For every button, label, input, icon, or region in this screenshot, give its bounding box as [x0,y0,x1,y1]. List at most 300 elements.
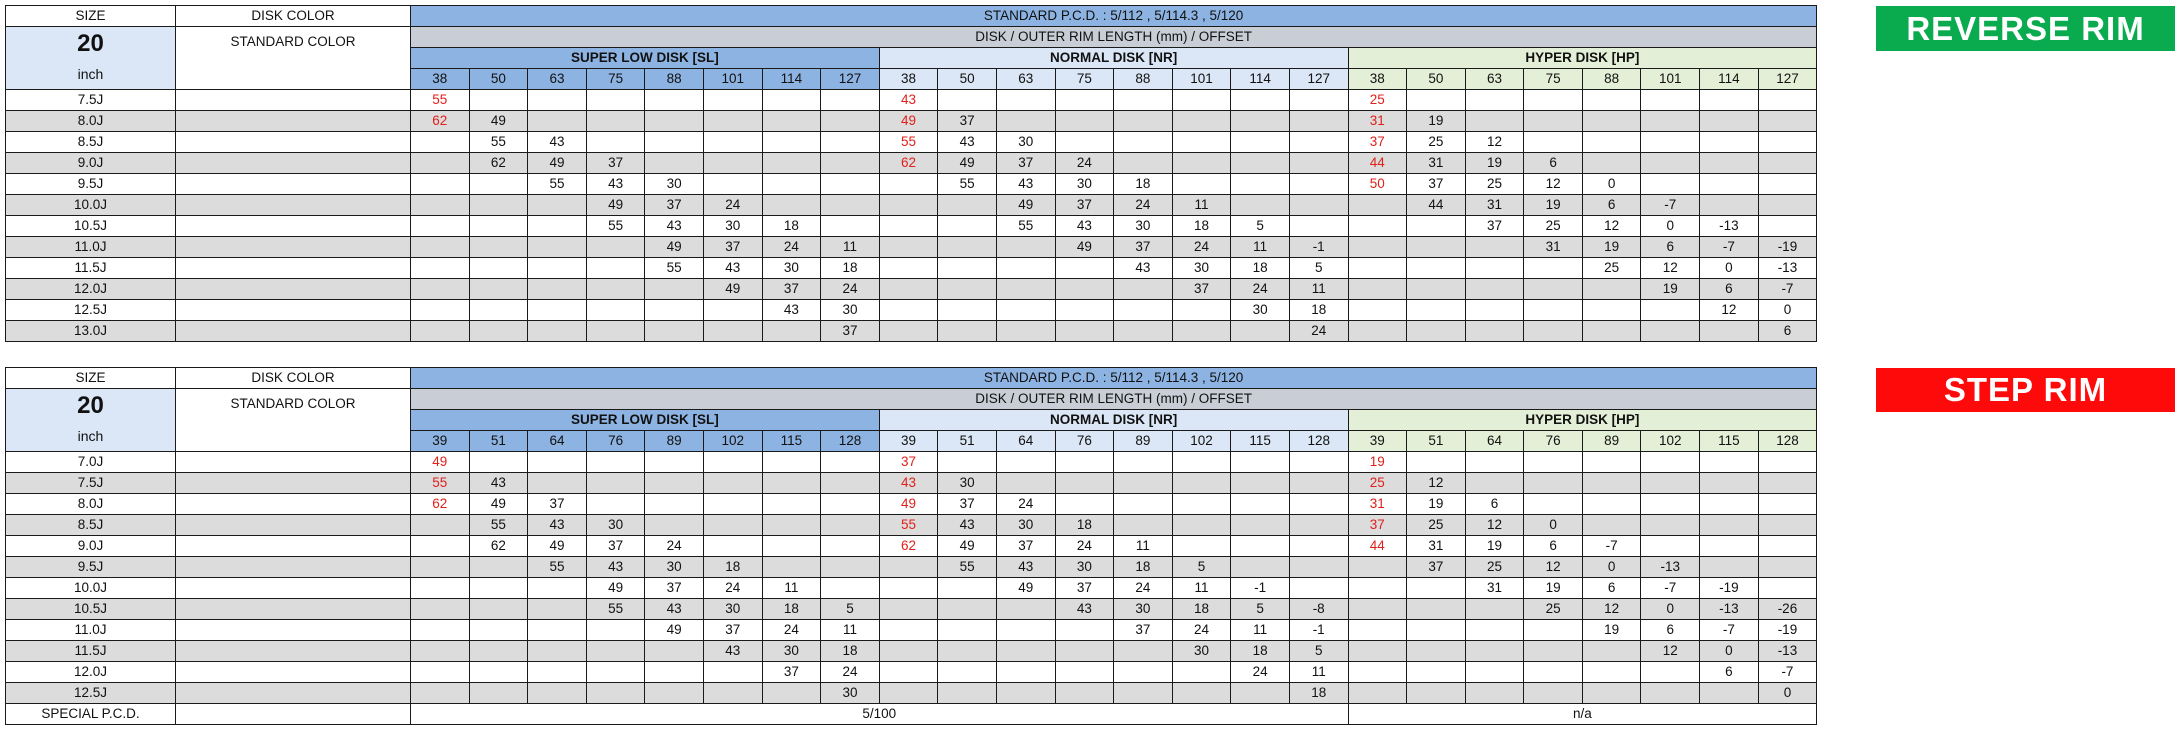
offset-cell: 55 [469,132,528,153]
offset-cell: 25 [1407,132,1466,153]
rim-width-label: 11.5J [6,641,176,662]
offset-cell [938,321,997,342]
offset-cell [762,90,821,111]
offset-cell: 62 [469,153,528,174]
offset-cell: -7 [1700,237,1759,258]
offset-cell [411,599,470,620]
offset-cell [703,153,762,174]
offset-cell: -1 [1231,578,1290,599]
offset-cell [1700,557,1759,578]
offset-cell [1524,111,1583,132]
offset-cell [1465,111,1524,132]
offset-cell: 37 [996,536,1055,557]
offset-cell: 30 [996,515,1055,536]
header-row [6,6,1817,27]
offset-cell: -7 [1641,578,1700,599]
offset-cell [1524,300,1583,321]
offset-cell [1055,683,1114,704]
offset-cell [411,279,470,300]
offset-cell: 5 [1172,557,1231,578]
offset-cell [1114,473,1173,494]
offset-cell: 18 [821,258,880,279]
offset-cell [411,237,470,258]
offset-cell: 30 [821,300,880,321]
offset-cell: 31 [1348,111,1407,132]
offset-cell [1348,216,1407,237]
offset-cell [703,683,762,704]
offset-cell: 49 [703,279,762,300]
offset-cell: 12 [1641,641,1700,662]
offset-cell [1055,90,1114,111]
rim-width-label: 9.0J [6,536,176,557]
offset-cell [1407,300,1466,321]
table-row [6,111,1817,132]
offset-cell [821,216,880,237]
offset-cell [469,578,528,599]
offset-cell [1289,111,1348,132]
disk-length-label: 101 [1172,69,1231,90]
offset-cell [411,321,470,342]
offset-cell [1407,279,1466,300]
offset-cell: 6 [1524,536,1583,557]
disk-length-label: 64 [528,431,587,452]
disk-length-label: 128 [821,431,880,452]
offset-cell: 24 [645,536,704,557]
table-row [6,557,1817,578]
offset-cell [411,641,470,662]
disk-color-cell [176,578,411,599]
offset-cell: 0 [1582,557,1641,578]
offset-cell: 11 [821,237,880,258]
disk-length-label: 115 [1700,431,1759,452]
offset-cell [1700,195,1759,216]
offset-cell: 12 [1641,258,1700,279]
offset-cell [1582,683,1641,704]
offset-cell: 55 [879,515,938,536]
offset-cell [1289,557,1348,578]
step-rim-badge: STEP RIM [1876,368,2175,412]
offset-cell [703,494,762,515]
offset-cell [1758,216,1817,237]
offset-cell [1524,90,1583,111]
disk-color-cell [176,515,411,536]
disk-length-label: 75 [586,69,645,90]
offset-cell [1114,494,1173,515]
disk-color-cell [176,216,411,237]
offset-cell: 25 [1582,258,1641,279]
table-row [6,132,1817,153]
offset-cell: 18 [1289,300,1348,321]
offset-cell: 19 [1407,111,1466,132]
offset-cell [938,258,997,279]
offset-cell: 24 [1055,153,1114,174]
table-row [6,473,1817,494]
offset-cell: 55 [879,132,938,153]
disk-color-value: STANDARD COLOR [176,27,411,90]
disk-color-cell [176,662,411,683]
offset-cell: 0 [1700,258,1759,279]
offset-cell [469,300,528,321]
table-row [6,452,1817,473]
offset-cell [1582,132,1641,153]
disk-color-cell [176,620,411,641]
disk-color-cell [176,195,411,216]
reverse-rim-offset-table [5,5,1817,342]
offset-cell: 18 [762,599,821,620]
offset-cell: 12 [1465,515,1524,536]
offset-cell: 43 [879,90,938,111]
offset-cell: 44 [1407,195,1466,216]
offset-cell [1641,300,1700,321]
reverse-rim-badge: REVERSE RIM [1876,6,2175,51]
offset-cell: 19 [1407,494,1466,515]
offset-cell: 5 [1231,599,1290,620]
size-header: SIZE [6,368,176,389]
offset-cell [1407,258,1466,279]
offset-cell [1289,452,1348,473]
offset-cell: 5 [1289,258,1348,279]
offset-cell [411,578,470,599]
offset-cell [528,216,587,237]
offset-cell [1348,599,1407,620]
offset-cell [411,258,470,279]
offset-cell [1289,90,1348,111]
offset-cell [1114,515,1173,536]
hyper-disk-header: HYPER DISK [HP] [1348,48,1817,69]
offset-cell: 30 [938,473,997,494]
offset-cell [821,578,880,599]
offset-cell [1700,111,1759,132]
offset-cell [1465,279,1524,300]
offset-cell [996,641,1055,662]
offset-cell: 43 [879,473,938,494]
offset-cell [411,536,470,557]
offset-cell [938,300,997,321]
offset-cell: 30 [821,683,880,704]
offset-cell: 43 [938,132,997,153]
offset-cell: 30 [1172,258,1231,279]
offset-cell [1114,321,1173,342]
offset-cell [586,452,645,473]
offset-cell [821,132,880,153]
rim-width-label: 7.5J [6,90,176,111]
offset-cell: 43 [996,557,1055,578]
offset-cell: 49 [469,494,528,515]
offset-cell: 44 [1348,536,1407,557]
disk-color-cell [176,279,411,300]
offset-cell [469,237,528,258]
offset-cell: 25 [1465,174,1524,195]
rim-width-label: 13.0J [6,321,176,342]
offset-cell [586,641,645,662]
disk-length-label: 39 [879,431,938,452]
disk-length-label: 38 [1348,69,1407,90]
disk-length-label: 101 [703,69,762,90]
offset-cell [1758,557,1817,578]
offset-cell [938,216,997,237]
disk-length-label: 127 [1758,69,1817,90]
offset-cell [1407,321,1466,342]
subheader-row [6,27,1817,48]
offset-cell [1700,90,1759,111]
offset-cell [528,237,587,258]
offset-cell: 6 [1641,620,1700,641]
offset-cell [821,153,880,174]
offset-cell [1758,473,1817,494]
offset-cell [586,132,645,153]
offset-cell: 55 [586,216,645,237]
offset-cell [1524,279,1583,300]
offset-cell [879,321,938,342]
offset-cell: 0 [1758,683,1817,704]
offset-cell: 5 [1231,216,1290,237]
offset-cell [645,279,704,300]
offset-cell: 5 [1289,641,1348,662]
offset-cell: 0 [1758,300,1817,321]
offset-cell [1231,195,1290,216]
offset-cell [1114,132,1173,153]
offset-cell [1700,452,1759,473]
offset-cell [1289,174,1348,195]
offset-cell [1700,132,1759,153]
table-row [6,90,1817,111]
offset-cell [528,452,587,473]
offset-cell [1524,662,1583,683]
offset-cell [1231,683,1290,704]
offset-cell: -13 [1758,258,1817,279]
offset-cell [821,494,880,515]
rim-width-label: 12.0J [6,279,176,300]
offset-cell [1114,300,1173,321]
offset-cell [938,662,997,683]
offset-cell [1582,662,1641,683]
offset-cell: 25 [1524,599,1583,620]
normal-disk-header: NORMAL DISK [NR] [879,410,1348,431]
offset-cell: 43 [586,557,645,578]
offset-cell [411,620,470,641]
offset-cell: 37 [703,237,762,258]
offset-cell: 30 [1114,599,1173,620]
offset-cell [1055,473,1114,494]
rim-width-label: 10.5J [6,216,176,237]
super-low-disk-header: SUPER LOW DISK [SL] [411,48,880,69]
offset-cell [879,258,938,279]
offset-cell: -13 [1700,599,1759,620]
offset-cell [1289,515,1348,536]
offset-cell: 37 [762,662,821,683]
offset-cell [1582,473,1641,494]
table-row [6,620,1817,641]
offset-cell: 24 [1231,279,1290,300]
offset-cell [1641,473,1700,494]
disk-color-cell [176,258,411,279]
offset-cell: 25 [1524,216,1583,237]
offset-cell: 43 [586,174,645,195]
disk-length-label: 89 [1114,431,1173,452]
offset-cell [879,195,938,216]
offset-cell [762,153,821,174]
offset-cell [1172,90,1231,111]
offset-cell [938,237,997,258]
offset-cell: 11 [1289,279,1348,300]
table-row [6,300,1817,321]
table-row [6,578,1817,599]
offset-cell: 19 [1582,620,1641,641]
offset-cell [1289,153,1348,174]
disk-color-cell [176,300,411,321]
special-pcd-row [6,704,1817,725]
offset-cell [996,237,1055,258]
offset-cell [1407,662,1466,683]
offset-cell: 49 [411,452,470,473]
offset-cell: 18 [821,641,880,662]
offset-cell [1641,132,1700,153]
offset-cell [645,132,704,153]
offset-cell: 49 [469,111,528,132]
offset-cell [645,683,704,704]
offset-cell: -19 [1758,620,1817,641]
offset-cell [762,321,821,342]
offset-cell [821,195,880,216]
offset-cell [762,473,821,494]
offset-cell [762,494,821,515]
offset-cell [1348,195,1407,216]
disk-length-label: 127 [1289,69,1348,90]
offset-cell [469,662,528,683]
offset-cell [938,195,997,216]
offset-cell [1700,321,1759,342]
offset-cell [1172,132,1231,153]
offset-cell: 25 [1407,515,1466,536]
offset-cell [762,195,821,216]
disk-color-cell [176,641,411,662]
offset-cell: 6 [1700,662,1759,683]
disk-length-label: 64 [996,431,1055,452]
step-rim-offset-table [5,367,1817,725]
offset-cell: 55 [586,599,645,620]
offset-cell [586,258,645,279]
disk-length-label: 76 [586,431,645,452]
table-row [6,237,1817,258]
offset-cell [1582,494,1641,515]
offset-cell [528,90,587,111]
disk-color-cell [176,599,411,620]
offset-cell: 37 [1407,557,1466,578]
offset-cell [1055,279,1114,300]
offset-cell [938,90,997,111]
offset-cell: 55 [645,258,704,279]
disk-color-cell [176,683,411,704]
offset-cell: 11 [1172,195,1231,216]
offset-cell: 12 [1465,132,1524,153]
offset-cell [1700,153,1759,174]
offset-cell [762,132,821,153]
offset-cell: -1 [1289,620,1348,641]
offset-cell [1700,683,1759,704]
rim-size-cell [6,27,176,90]
offset-cell [996,452,1055,473]
offset-cell [645,321,704,342]
offset-cell [879,237,938,258]
offset-cell: -8 [1289,599,1348,620]
offset-cell [469,452,528,473]
offset-cell [1641,321,1700,342]
offset-cell: 37 [645,195,704,216]
offset-cell: -7 [1641,195,1700,216]
offset-cell [703,452,762,473]
rim-width-label: 8.5J [6,515,176,536]
offset-cell [411,132,470,153]
offset-cell [879,620,938,641]
offset-cell [1407,90,1466,111]
offset-cell: 43 [1114,258,1173,279]
offset-cell: 55 [996,216,1055,237]
offset-cell [1114,90,1173,111]
offset-cell [1465,452,1524,473]
offset-cell [1582,452,1641,473]
offset-cell [1348,237,1407,258]
offset-cell: 31 [1348,494,1407,515]
disk-length-label: 64 [1465,431,1524,452]
super-low-disk-header: SUPER LOW DISK [SL] [411,410,880,431]
disk-length-label: 102 [1641,431,1700,452]
offset-cell [528,599,587,620]
offset-cell [703,473,762,494]
offset-cell: 37 [1172,279,1231,300]
offset-cell [1055,321,1114,342]
normal-disk-header: NORMAL DISK [NR] [879,48,1348,69]
offset-cell: 49 [586,195,645,216]
offset-cell [528,258,587,279]
offset-cell [1231,494,1290,515]
offset-cell [1524,494,1583,515]
offset-cell: 12 [1700,300,1759,321]
offset-cell: 30 [703,599,762,620]
rim-diameter-unit: inch [77,428,104,444]
offset-cell [1465,90,1524,111]
offset-cell [1172,536,1231,557]
offset-cell: 12 [1582,216,1641,237]
disk-color-header: DISK COLOR [176,6,411,27]
offset-cell: 49 [586,578,645,599]
offset-cell [879,216,938,237]
offset-cell: 19 [1582,237,1641,258]
rim-width-label: 9.5J [6,557,176,578]
offset-cell [1465,258,1524,279]
offset-cell: 12 [1407,473,1466,494]
offset-cell: 31 [1407,153,1466,174]
offset-cell [1114,641,1173,662]
offset-cell [1641,90,1700,111]
offset-cell [879,683,938,704]
offset-cell: 31 [1407,536,1466,557]
disk-color-cell [176,494,411,515]
offset-cell [1758,536,1817,557]
offset-cell: 24 [1172,620,1231,641]
offset-cell [996,662,1055,683]
offset-cell: -26 [1758,599,1817,620]
offset-cell: 19 [1348,452,1407,473]
rim-width-label: 7.0J [6,452,176,473]
offset-cell: 25 [1348,473,1407,494]
offset-cell [821,515,880,536]
offset-cell [1289,536,1348,557]
table-row [6,279,1817,300]
offset-cell: 30 [703,216,762,237]
offset-cell: 30 [762,641,821,662]
disk-length-label: 115 [762,431,821,452]
offset-cell [1231,111,1290,132]
